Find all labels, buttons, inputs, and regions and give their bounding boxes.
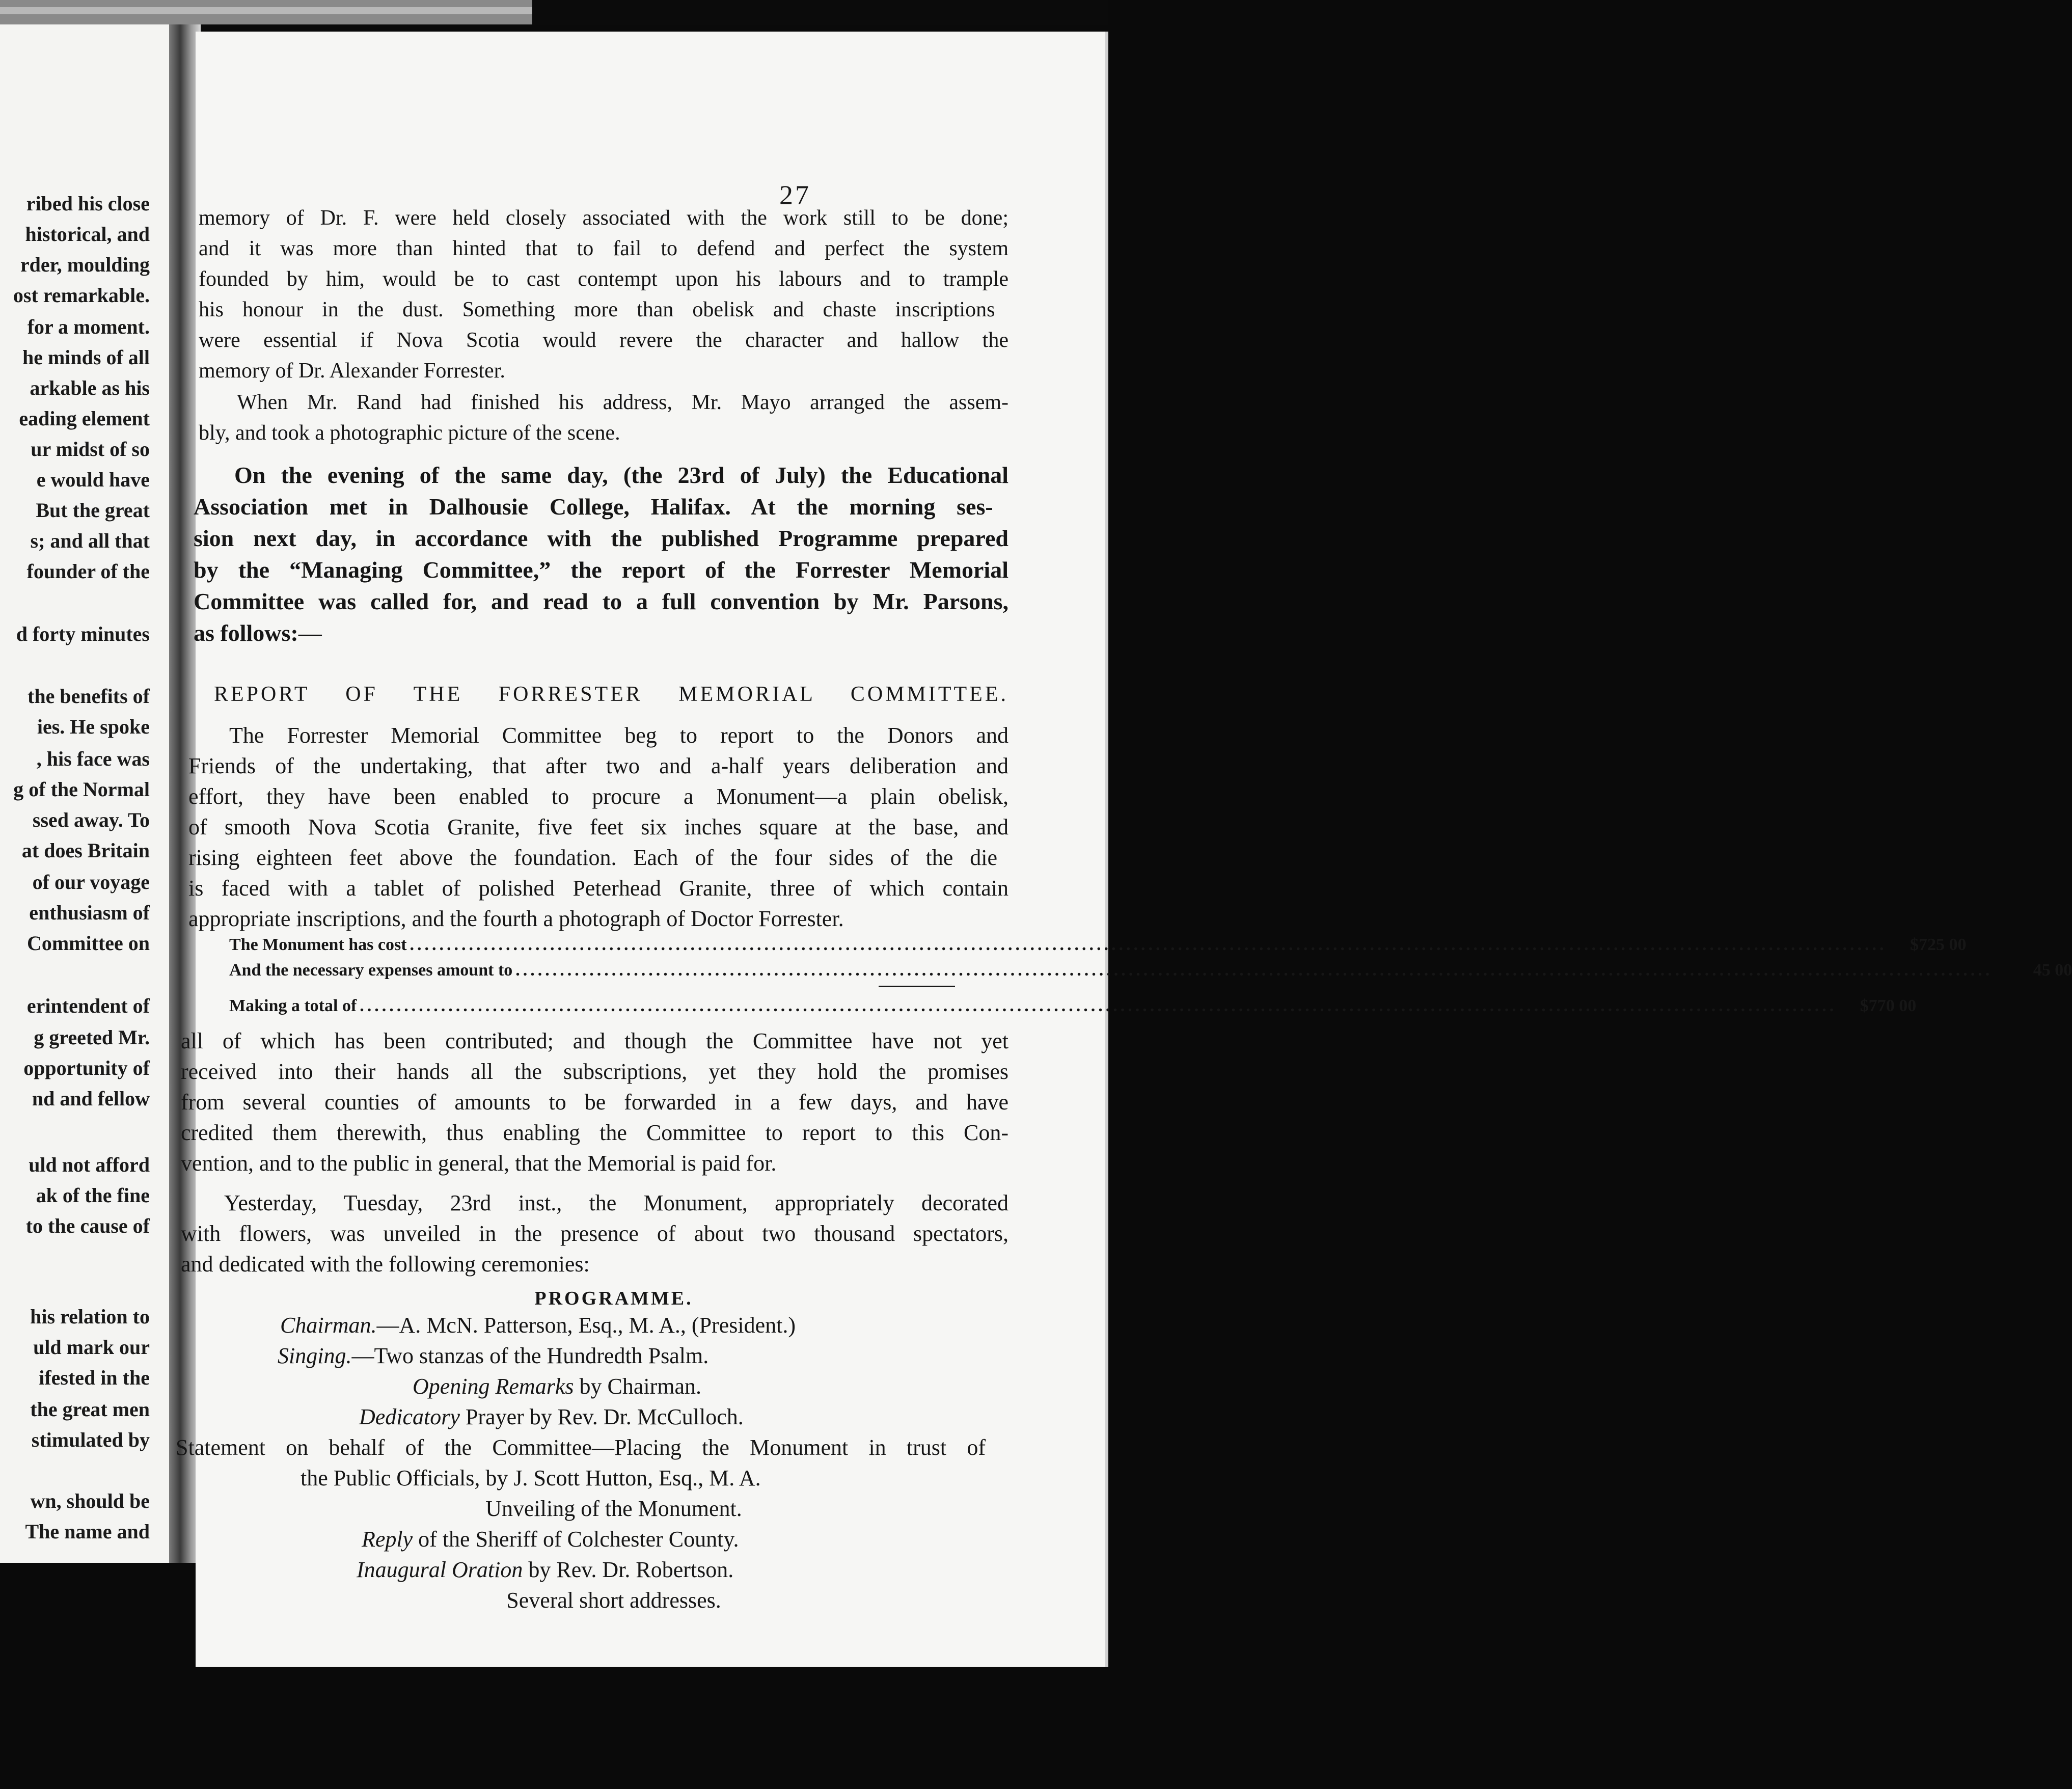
left-page-line: g greeted Mr. [34,1026,150,1049]
evening-line: On the evening of the same day, (the 23rd of July) the Educational [234,462,1008,488]
left-page-line: wn, should be [30,1489,150,1512]
left-page-line: founder of the [26,560,150,583]
left-page-line: he minds of all [22,346,150,369]
left-page-line: eading element [19,407,150,430]
account-label: Making a total of [229,996,357,1015]
programme-heading: PROGRAMME. [534,1288,693,1309]
programme-item-role: Reply [362,1527,413,1552]
dot-leader: ........................................................................................................................................................................................................ [360,996,1837,1015]
programme-item-text: —A. McN. Patterson, Esq., M. A., (President.) [376,1313,796,1338]
left-page-line: s; and all that [30,529,150,552]
left-page-line: arkable as his [30,376,150,399]
continuation-line: memory of Dr. Alexander Forrester. [199,359,505,383]
account-row [229,935,1967,954]
left-page-line: rder, moulding [20,253,150,276]
left-page-line: ifested in the [39,1366,150,1389]
page-27 [176,32,2072,1667]
programme-item-text: Unveiling of the Monument. [485,1496,742,1521]
yesterday-line: with flowers, was unveiled in the presence of about two thousand spectators, [181,1221,1008,1246]
programme-item-role: Inaugural Oration [357,1557,523,1582]
left-page-line: of our voyage [32,871,150,893]
continuation-line: founded by him, would be to cast contempt upon his labours and to trample [199,267,1008,291]
report-line: appropriate inscriptions, and the fourth a photograph of Doctor Forrester. [188,906,844,931]
left-page-line: ribed his close [26,192,150,215]
programme-item-text: by Rev. Dr. Robertson. [523,1557,734,1582]
left-page-line: uld not afford [29,1153,150,1176]
left-page-line: the benefits of [28,685,150,708]
programme-item-text: by Chairman. [574,1374,702,1399]
left-page-line: to the cause of [25,1214,150,1237]
evening-line: as follows:— [194,620,322,646]
continuation-line: memory of Dr. F. were held closely associated with the work still to be done; [199,206,1008,230]
dot-leader: ........................................................................................................................................................................................................ [410,935,1887,954]
left-page-line: enthusiasm of [29,901,150,924]
account-amount: $770 00 [1860,996,1917,1015]
report-line: effort, they have been enabled to procure a Monument—a plain obelisk, [188,784,1008,809]
programme-item [357,1559,733,1581]
left-page-line: e would have [36,468,150,491]
left-page-line: his relation to [30,1305,150,1328]
left-page-line: ur midst of so [31,438,150,460]
left-page-line: g of the Normal [13,778,150,801]
programme-item [485,1498,742,1520]
contributed-line: from several counties of amounts to be forwarded in a few days, and have [181,1090,1008,1115]
account-row [229,996,1917,1015]
programme-item [506,1589,721,1612]
left-page-line: the great men [30,1398,150,1421]
programme-item-role: Chairman. [280,1313,377,1338]
continuation-line: were essential if Nova Scotia would revere the character and hallow the [199,329,1008,352]
evening-line: by the “Managing Committee,” the report of the Forrester Memorial [194,557,1008,583]
report-line: Friends of the undertaking, that after two and a-half years deliberation and [188,753,1008,778]
continuation-line: bly, and took a photographic picture of the scene. [199,421,620,445]
programme-item [280,1314,796,1337]
page-edge [1105,32,1108,1667]
left-page-line: nd and fellow [32,1087,150,1110]
programme-item [413,1375,701,1398]
account-label: The Monument has cost [229,935,407,954]
programme-item [362,1528,739,1551]
left-page-line: ssed away. To [32,808,150,831]
continuation-line: and it was more than hinted that to fail to defend and perfect the system [199,237,1008,260]
programme-item-role: Opening Remarks [413,1374,574,1399]
programme-item-text: Statement on behalf of the Committee—Placing the Monument in trust of [176,1435,986,1460]
yesterday-line: Yesterday, Tuesday, 23rd inst., the Monument, appropriately decorated [224,1190,1008,1215]
scan-top-strip [0,0,532,24]
programme-item [359,1406,744,1428]
left-page-line: , his face was [36,747,150,770]
report-line: of smooth Nova Scotia Granite, five feet six inches square at the base, and [188,815,1008,839]
left-page-line: ies. He spoke [37,715,150,738]
programme-item [278,1345,708,1367]
continuation-line: his honour in the dust. Something more than obelisk and chaste inscriptions [199,298,995,321]
programme-item-role: Dedicatory [359,1404,460,1429]
left-page-line: for a moment. [27,315,150,338]
evening-line: Committee was called for, and read to a full convention by Mr. Parsons, [194,588,1008,614]
account-amount: 45 00 [2033,961,2072,980]
account-row [229,961,2072,980]
programme-item-text: of the Sheriff of Colchester County. [413,1527,739,1552]
report-line: rising eighteen feet above the foundation. Each of the four sides of the die [188,845,998,870]
left-page-line: ost remarkable. [13,284,150,307]
left-page-line: historical, and [25,223,150,246]
contributed-line: credited them therewith, thus enabling the Committee to report to this Con- [181,1120,1008,1145]
account-amount: $725 00 [1910,935,1967,954]
left-page-fragment [0,24,173,1563]
left-page-line: stimulated by [31,1428,150,1451]
evening-line: Association met in Dalhousie College, Halifax. At the morning ses- [194,494,993,520]
evening-line: sion next day, in accordance with the published Programme prepared [194,525,1008,551]
contributed-line: all of which has been contributed; and though the Committee have not yet [181,1028,1008,1053]
left-page-line: d forty minutes [16,622,150,645]
report-heading: REPORT OF THE FORRESTER MEMORIAL COMMITTEE. [214,683,1008,706]
total-rule [879,986,955,987]
programme-item-text: the Public Officials, by J. Scott Hutton, Esq., M. A. [301,1466,761,1490]
yesterday-line: and dedicated with the following ceremonies: [181,1252,590,1277]
continuation-line: When Mr. Rand had finished his address, Mr. Mayo arranged the assem- [237,391,1008,414]
left-page-line: uld mark our [33,1336,150,1359]
left-page-line: opportunity of [23,1056,150,1079]
programme-item-text: —Two stanzas of the Hundredth Psalm. [351,1343,709,1368]
dot-leader: ........................................................................................................................................................................................................ [515,961,1993,980]
contributed-line: vention, and to the public in general, that the Memorial is paid for. [181,1151,777,1176]
left-page-line: erintendent of [26,994,150,1017]
left-page-line: But the great [36,499,150,522]
left-page-line: at does Britain [21,839,150,862]
account-label: And the necessary expenses amount to [229,961,513,980]
page-number: 27 [779,180,811,210]
report-line: is faced with a tablet of polished Peterhead Granite, three of which contain [188,876,1008,901]
left-page-line: ak of the fine [36,1184,150,1207]
contributed-line: received into their hands all the subscriptions, yet they hold the promises [181,1059,1008,1084]
programme-item-role: Singing. [278,1343,352,1368]
programme-item [176,1436,986,1459]
left-page-line: Committee on [26,932,150,955]
scan-bottom-border [0,1667,1108,1789]
programme-item-text: Prayer by Rev. Dr. McCulloch. [459,1404,744,1429]
programme-item [301,1467,761,1489]
left-page-line: The name and [25,1520,150,1543]
programme-item-text: Several short addresses. [506,1588,721,1613]
report-line: The Forrester Memorial Committee beg to report to the Donors and [229,723,1008,748]
